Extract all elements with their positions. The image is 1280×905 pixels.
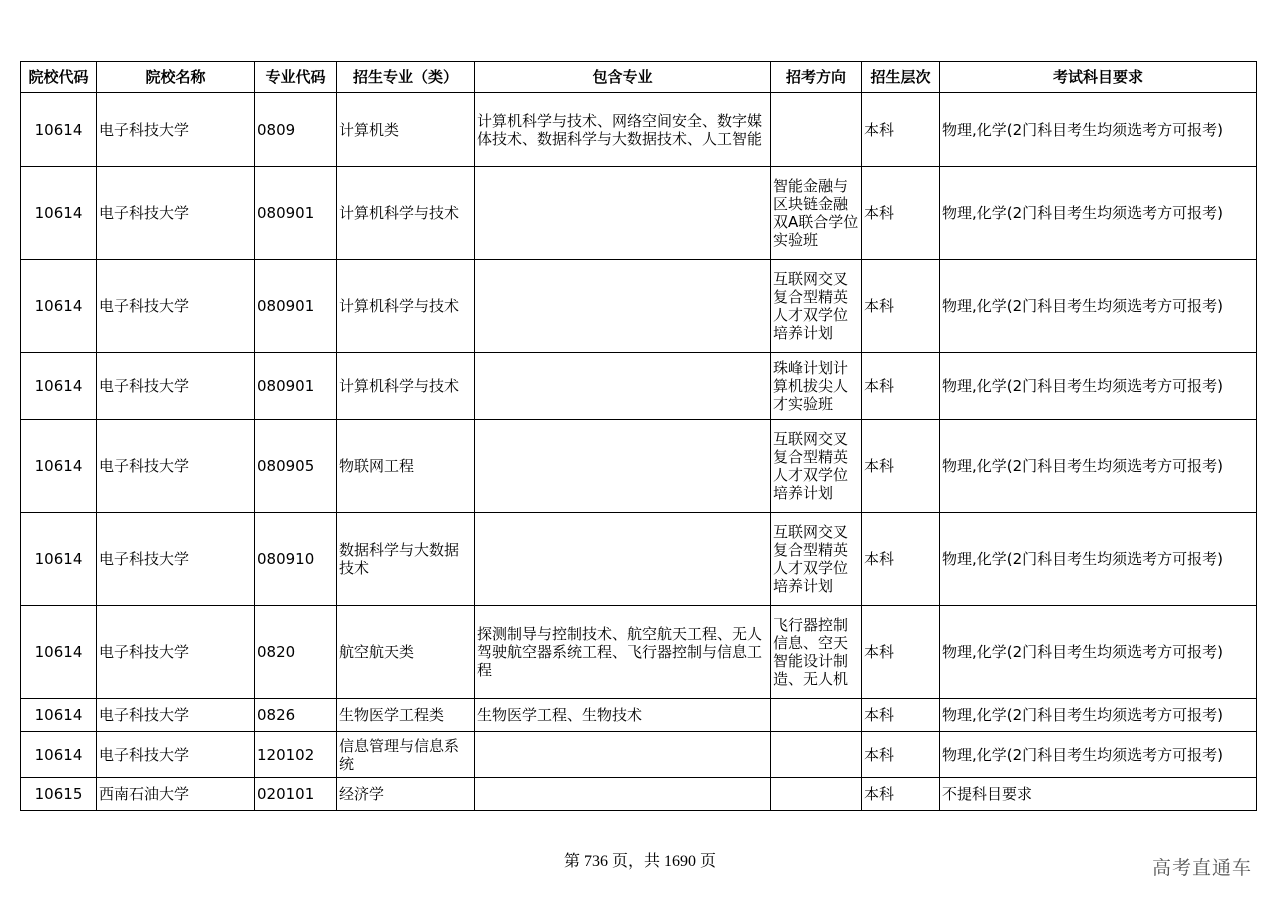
major-cell: 航空航天类 bbox=[337, 606, 475, 699]
page-number: 第 736 页，共 1690 页 bbox=[563, 853, 716, 870]
direction-cell: 智能金融与区块链金融双A联合学位实验班 bbox=[771, 167, 862, 260]
included-majors-cell bbox=[475, 420, 771, 513]
header-level: 招生层次 bbox=[862, 62, 940, 93]
school-code-cell: 10614 bbox=[21, 732, 97, 778]
direction-cell bbox=[771, 93, 862, 167]
direction-cell bbox=[771, 732, 862, 778]
school-code-cell: 10614 bbox=[21, 260, 97, 353]
watermark-logo-text: 高考直通车 bbox=[1151, 857, 1252, 879]
major-code-cell: 020101 bbox=[255, 778, 337, 811]
school-name-cell: 电子科技大学 bbox=[97, 420, 255, 513]
table-row bbox=[21, 778, 1257, 811]
subject-requirements-cell: 物理,化学(2门科目考生均须选考方可报考) bbox=[940, 260, 1257, 353]
subject-requirements-cell: 物理,化学(2门科目考生均须选考方可报考) bbox=[940, 513, 1257, 606]
table-row bbox=[21, 732, 1257, 778]
subject-requirements-cell: 物理,化学(2门科目考生均须选考方可报考) bbox=[940, 420, 1257, 513]
included-majors-cell: 生物医学工程、生物技术 bbox=[475, 699, 771, 732]
school-name-cell: 电子科技大学 bbox=[97, 167, 255, 260]
header-direction: 招考方向 bbox=[771, 62, 862, 93]
school-code-cell: 10614 bbox=[21, 167, 97, 260]
school-code-cell: 10614 bbox=[21, 513, 97, 606]
direction-cell: 互联网交叉复合型精英人才双学位培养计划 bbox=[771, 260, 862, 353]
table-row bbox=[21, 513, 1257, 606]
major-cell: 计算机科学与技术 bbox=[337, 167, 475, 260]
level-cell: 本科 bbox=[862, 353, 940, 420]
header-subject-requirements: 考试科目要求 bbox=[940, 62, 1257, 93]
direction-cell bbox=[771, 699, 862, 732]
major-cell: 物联网工程 bbox=[337, 420, 475, 513]
table-row bbox=[21, 606, 1257, 699]
school-code-cell: 10614 bbox=[21, 699, 97, 732]
school-name-cell: 电子科技大学 bbox=[97, 93, 255, 167]
header-major: 招生专业（类） bbox=[337, 62, 475, 93]
major-cell: 经济学 bbox=[337, 778, 475, 811]
major-cell: 计算机科学与技术 bbox=[337, 260, 475, 353]
table-row bbox=[21, 420, 1257, 513]
level-cell: 本科 bbox=[862, 513, 940, 606]
subject-requirements-cell: 物理,化学(2门科目考生均须选考方可报考) bbox=[940, 699, 1257, 732]
school-code-cell: 10614 bbox=[21, 353, 97, 420]
admissions-table bbox=[20, 61, 1257, 811]
school-name-cell: 西南石油大学 bbox=[97, 778, 255, 811]
table-header-row bbox=[21, 62, 1257, 93]
included-majors-cell: 计算机科学与技术、网络空间安全、数字媒体技术、数据科学与大数据技术、人工智能 bbox=[475, 93, 771, 167]
level-cell: 本科 bbox=[862, 420, 940, 513]
direction-cell: 互联网交叉复合型精英人才双学位培养计划 bbox=[771, 513, 862, 606]
major-code-cell: 080901 bbox=[255, 167, 337, 260]
major-cell: 生物医学工程类 bbox=[337, 699, 475, 732]
header-school-name: 院校名称 bbox=[97, 62, 255, 93]
school-name-cell: 电子科技大学 bbox=[97, 353, 255, 420]
subject-requirements-cell: 物理,化学(2门科目考生均须选考方可报考) bbox=[940, 353, 1257, 420]
header-school-code: 院校代码 bbox=[21, 62, 97, 93]
included-majors-cell bbox=[475, 167, 771, 260]
included-majors-cell: 探测制导与控制技术、航空航天工程、无人驾驶航空器系统工程、飞行器控制与信息工程 bbox=[475, 606, 771, 699]
level-cell: 本科 bbox=[862, 778, 940, 811]
header-included-majors: 包含专业 bbox=[475, 62, 771, 93]
major-cell: 信息管理与信息系统 bbox=[337, 732, 475, 778]
table-row bbox=[21, 353, 1257, 420]
subject-requirements-cell: 不提科目要求 bbox=[940, 778, 1257, 811]
subject-requirements-cell: 物理,化学(2门科目考生均须选考方可报考) bbox=[940, 167, 1257, 260]
level-cell: 本科 bbox=[862, 260, 940, 353]
direction-cell: 珠峰计划计算机拔尖人才实验班 bbox=[771, 353, 862, 420]
level-cell: 本科 bbox=[862, 606, 940, 699]
major-code-cell: 0826 bbox=[255, 699, 337, 732]
subject-requirements-cell: 物理,化学(2门科目考生均须选考方可报考) bbox=[940, 606, 1257, 699]
table-row bbox=[21, 93, 1257, 167]
school-name-cell: 电子科技大学 bbox=[97, 606, 255, 699]
major-code-cell: 080901 bbox=[255, 260, 337, 353]
major-cell: 计算机类 bbox=[337, 93, 475, 167]
major-code-cell: 0809 bbox=[255, 93, 337, 167]
direction-cell: 飞行器控制信息、空天智能设计制造、无人机 bbox=[771, 606, 862, 699]
table-row bbox=[21, 167, 1257, 260]
school-code-cell: 10614 bbox=[21, 420, 97, 513]
major-cell: 计算机科学与技术 bbox=[337, 353, 475, 420]
header-major-code: 专业代码 bbox=[255, 62, 337, 93]
school-code-cell: 10614 bbox=[21, 606, 97, 699]
major-code-cell: 080901 bbox=[255, 353, 337, 420]
level-cell: 本科 bbox=[862, 699, 940, 732]
included-majors-cell bbox=[475, 260, 771, 353]
table-row bbox=[21, 260, 1257, 353]
school-code-cell: 10615 bbox=[21, 778, 97, 811]
included-majors-cell bbox=[475, 353, 771, 420]
included-majors-cell bbox=[475, 778, 771, 811]
school-code-cell: 10614 bbox=[21, 93, 97, 167]
subject-requirements-cell: 物理,化学(2门科目考生均须选考方可报考) bbox=[940, 93, 1257, 167]
major-code-cell: 0820 bbox=[255, 606, 337, 699]
major-code-cell: 080905 bbox=[255, 420, 337, 513]
level-cell: 本科 bbox=[862, 167, 940, 260]
table-row bbox=[21, 699, 1257, 732]
level-cell: 本科 bbox=[862, 732, 940, 778]
major-code-cell: 080910 bbox=[255, 513, 337, 606]
direction-cell: 互联网交叉复合型精英人才双学位培养计划 bbox=[771, 420, 862, 513]
school-name-cell: 电子科技大学 bbox=[97, 699, 255, 732]
school-name-cell: 电子科技大学 bbox=[97, 260, 255, 353]
direction-cell bbox=[771, 778, 862, 811]
major-cell: 数据科学与大数据技术 bbox=[337, 513, 475, 606]
major-code-cell: 120102 bbox=[255, 732, 337, 778]
school-name-cell: 电子科技大学 bbox=[97, 513, 255, 606]
school-name-cell: 电子科技大学 bbox=[97, 732, 255, 778]
level-cell: 本科 bbox=[862, 93, 940, 167]
included-majors-cell bbox=[475, 513, 771, 606]
subject-requirements-cell: 物理,化学(2门科目考生均须选考方可报考) bbox=[940, 732, 1257, 778]
included-majors-cell bbox=[475, 732, 771, 778]
